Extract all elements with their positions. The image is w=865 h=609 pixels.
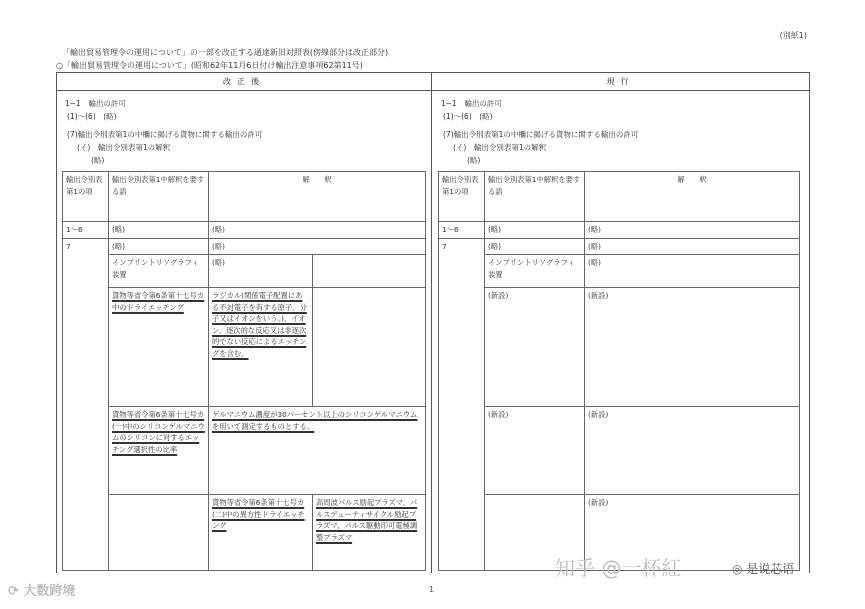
cell-interpretation: (略) [585,238,800,255]
cell-empty [313,288,426,407]
cell-interpretation-amended: ラジカル(関係電子配置にある不対電子を有する原子、分子又はイオンをいう。)、イオン、逐次的な反応又は非逐次的でない反応によるエッチングを含む。 [209,288,313,407]
left-item-i: (イ) 輸出令別表第1の解釈 [77,143,171,152]
cell-item: 7 [63,238,109,571]
table-row [63,407,426,495]
left-subsection-1: (1)〜(6) (略) [67,112,117,121]
cell-term: (略) [485,222,585,239]
right-interpretation-table [438,171,800,571]
cell-interpretation-new: (新設) [585,288,800,407]
cell-interpretation-amended: ゲルマニウム濃度が30パーセント以上のシリコンゲルマニウムを用いて測定するものとする。 [209,407,426,495]
right-subsection-1: (1)〜(6) (略) [443,112,493,121]
cell-term: (略) [485,238,585,255]
header-cell-term: 輸出令別表第1中解釈を要する語 [109,172,209,222]
cell-item: 7 [439,238,485,571]
cell-term-new: (新設) [585,495,800,571]
cell-term: (略) [109,238,209,255]
cell-term: インプリントリソグラフィ装置 [485,255,585,288]
brand-text: 是说芯语 [746,562,795,576]
right-column-heading: 現行 [432,73,809,91]
header-cell-term: 輸出令別表第1中解釈を要する語 [485,172,585,222]
logo-icon: ⟳ [8,584,24,599]
table-row [439,222,800,239]
cell-interpretation: (略) [209,238,426,255]
right-item-i: (イ) 輸出令別表第1の解釈 [453,143,547,152]
cell-term-amended: 貨物等省令第6条第十七号カ中のドライエッチング [109,288,209,407]
cell-item: 1〜6 [63,222,109,239]
document-subtitle: ○「輸出貿易管理令の運用について」(昭和62年11月6日付け輸出注意事項62第11号) [56,61,363,70]
table-row [439,172,800,222]
cell-interpretation-amended: 高周波パルス励起プラズマ、パルスデューティサイクル励起プラズマ、パルス駆動印可電極調整プラズマ [313,495,426,571]
table-row [439,288,800,407]
page-number: 1 [429,585,435,594]
footer-logo-text: 大数跨境 [23,584,76,599]
left-subsection-7: (7)輸出令別表第1の中欄に掲げる貨物に関する輸出の許可 [67,130,263,139]
cell-empty [313,255,426,288]
left-interpretation-table [62,171,426,571]
footer-logo [8,580,75,599]
cell-interpretation: (略) [209,222,426,239]
table-row [439,255,800,288]
cell-term: インプリントリソグラフィ装置 [109,255,209,288]
right-subsection-7: (7)輸出令別表第1の中欄に掲げる貨物に関する輸出の許可 [443,130,639,139]
page-label: (別紙1) [779,31,807,40]
cell-interpretation: (略) [209,255,313,288]
cell-interpretation: (略) [585,255,800,288]
cell-term-amended: 貨物等省令第6条第十七号カ(一)中のシリコンゲルマニウムのシリコンに対するエッチング選択性の比率 [109,407,209,495]
column-divider [431,73,432,573]
header-cell-interpretation: 解 釈 [209,172,426,222]
table-row [63,495,426,571]
cell-term-amended: 貨物等省令第6条第十七号カ(二)中の異方性ドライエッチング [209,495,313,571]
table-row [439,407,800,495]
table-row [63,288,426,407]
brand-badge [732,560,794,577]
table-row [63,255,426,288]
cell-item: 1〜6 [439,222,485,239]
right-section-title: 1−1 輸出の許可 [441,99,502,108]
cell-term-new: (新設) [485,407,585,495]
table-row [439,238,800,255]
cell-interpretation: (略) [585,222,800,239]
cell-interpretation-new: (新設) [585,407,800,495]
header-cell-interpretation: 解 釈 [585,172,800,222]
table-row [63,222,426,239]
comparison-frame [56,72,810,573]
header-cell-item: 輸出令別表第1の項 [63,172,109,222]
table-row [63,238,426,255]
left-omitted: (略) [91,156,105,165]
watermark: 知乎 @一杯紅 [555,556,682,580]
cell-term-new: (新設) [485,288,585,407]
left-column-heading: 改正後 [57,73,431,91]
header-cell-item: 輸出令別表第1の項 [439,172,485,222]
table-row [63,172,426,222]
right-omitted: (略) [467,156,481,165]
left-section-title: 1−1 輸出の許可 [65,99,126,108]
wechat-icon: ◎ [732,562,747,576]
document-title: 「輸出貿易管理令の運用について」の一部を改正する通達新旧対照表(傍線部分は改正部分) [62,48,389,57]
cell-term: (略) [109,222,209,239]
